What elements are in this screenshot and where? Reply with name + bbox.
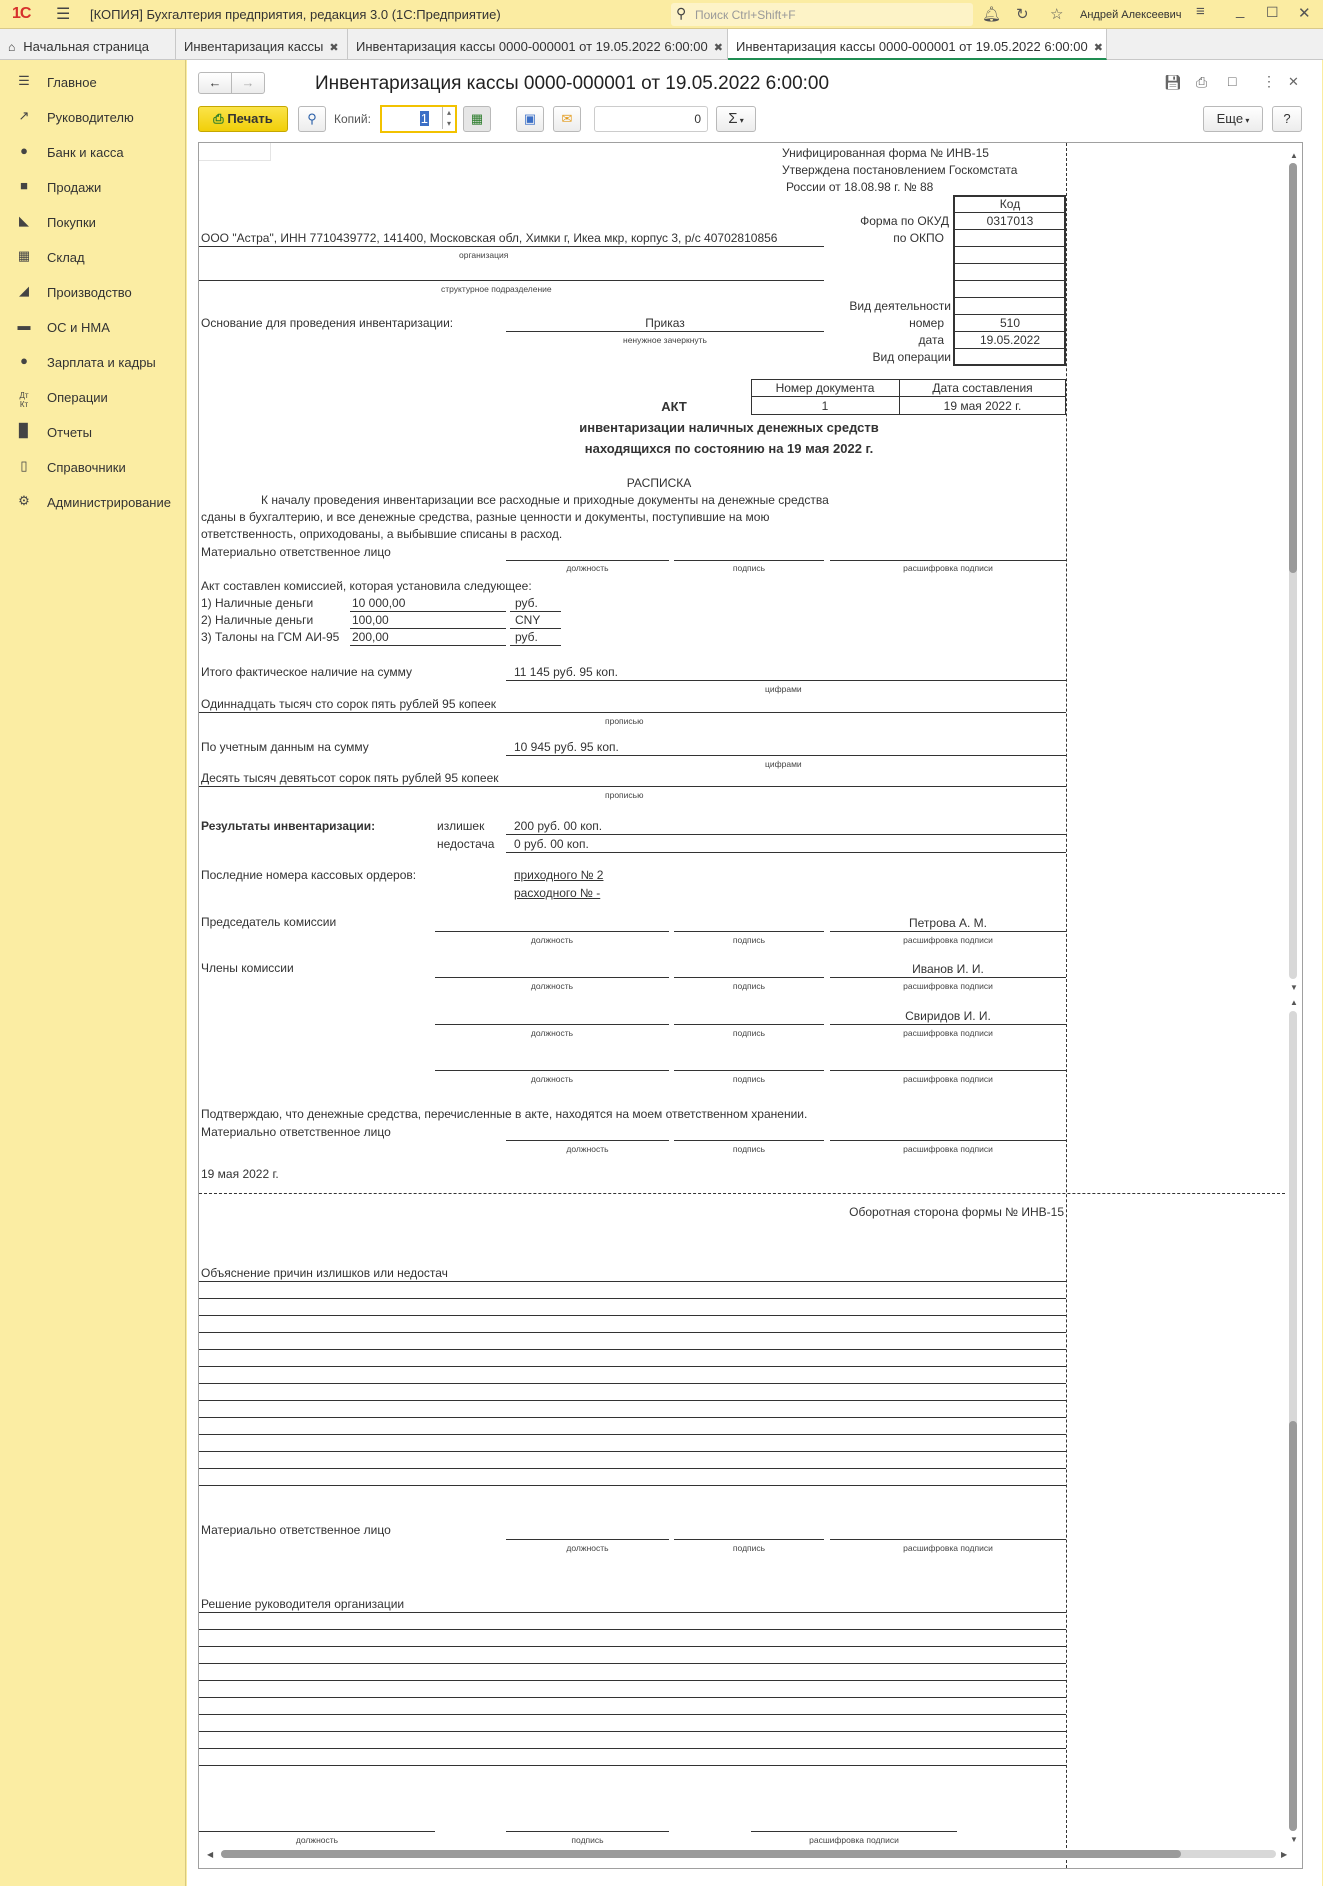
tab-inventory-list[interactable] [176, 29, 348, 60]
tab-label: Инвентаризация кассы 0000-000001 от 19.05.2022 6:00:00 [356, 39, 708, 54]
surplus-value: 200 руб. 00 коп. [514, 819, 603, 833]
shortage-value: 0 руб. 00 коп. [514, 837, 589, 851]
date-label: дата [918, 333, 944, 347]
cash-row-label: 2) Наличные деньги [201, 613, 314, 627]
caption-words: прописью [605, 790, 644, 800]
scroll-thumb[interactable] [221, 1850, 1181, 1858]
member-name: Иванов И. И. [912, 962, 984, 976]
basis-value: Приказ [645, 316, 685, 330]
sidebar-item-directories[interactable] [0, 453, 186, 483]
docnum-value: 1 [821, 399, 829, 413]
scroll-left-icon[interactable]: ◀ [207, 1850, 214, 1859]
caption-signature: подпись [732, 563, 766, 573]
sidebar-item-label: Главное [47, 75, 97, 90]
code-row-line [955, 246, 1065, 247]
underline [199, 246, 824, 247]
code-row-line [955, 348, 1065, 349]
ruble-icon: ● [20, 143, 28, 158]
spreadsheet-document[interactable] [198, 142, 1303, 1869]
underline [435, 931, 669, 932]
settings-menu-icon[interactable]: ≡ [1196, 3, 1205, 20]
close-window-icon[interactable]: ✕ [1298, 5, 1311, 22]
underline [506, 560, 669, 561]
ruled-line [199, 1468, 1066, 1469]
bar-chart-icon: ▉ [19, 423, 29, 438]
reverse-title: Оборотная сторона формы № ИНВ-15 [849, 1205, 1064, 1219]
underline [674, 1539, 824, 1540]
arrow-right-icon: → [241, 75, 255, 90]
sidebar-item-label: Руководителю [47, 110, 134, 125]
1c-logo: 1С [12, 5, 31, 22]
actual-value: 11 145 руб. 95 коп. [514, 665, 618, 679]
underline [506, 1539, 669, 1540]
underline [506, 331, 824, 332]
basis-caption: ненужное зачеркнуть [623, 335, 707, 345]
cash-row-currency: CNY [515, 613, 541, 627]
search-placeholder: Поиск Ctrl+Shift+F [695, 8, 796, 22]
cash-row-currency: руб. [515, 630, 538, 644]
copies-stepper[interactable]: ▴ ▾ [442, 107, 451, 129]
sidebar-item-label: Операции [47, 390, 108, 405]
more-vertical-icon[interactable]: ⋮ [1262, 73, 1276, 89]
help-label: ? [1283, 111, 1291, 126]
underline [510, 628, 561, 629]
members-label: Члены комиссии [201, 961, 294, 975]
actual-words: Одиннадцать тысяч сто сорок пять рублей 95 копеек [201, 697, 497, 711]
okud-value: 0317013 [986, 214, 1034, 228]
forward-button[interactable] [231, 72, 265, 94]
confirm-text: Подтверждаю, что денежные средства, перечисленные в акте, находятся на моем ответственном хранении. [201, 1107, 808, 1121]
global-search-input[interactable] [671, 3, 973, 26]
act-subtitle-2: находящихся по состоянию на 19 мая 2022 г. [584, 441, 874, 456]
operation-label: Вид операции [872, 350, 951, 364]
sidebar-item-label: Продажи [47, 180, 102, 195]
caption-position: должность [530, 1028, 574, 1038]
underline [506, 834, 1066, 835]
code-row-line [955, 263, 1065, 264]
search-icon: ⚲ [676, 5, 687, 21]
scroll-up-icon[interactable]: ▲ [1290, 151, 1298, 160]
caption-decoding: расшифровка подписи [903, 981, 993, 991]
orders-label: Последние номера кассовых ордеров: [201, 868, 417, 882]
arrow-left-icon: ← [208, 75, 222, 90]
cash-row-amount: 100,00 [352, 613, 389, 627]
book-value: 10 945 руб. 95 коп. [514, 740, 619, 754]
act-title: АКТ [661, 399, 687, 414]
tab-bar [0, 29, 1323, 60]
copies-input[interactable] [380, 105, 457, 133]
sidebar-item-production[interactable] [0, 278, 186, 308]
ruled-line [199, 1765, 1066, 1766]
chevron-down-icon: ▾ [737, 116, 744, 125]
scroll-down-icon[interactable]: ▼ [1290, 1835, 1298, 1844]
factory-icon: ◢ [19, 283, 29, 298]
bag-icon: ■ [20, 178, 28, 193]
underline [506, 852, 1066, 853]
underline [199, 712, 1066, 713]
cash-row-amount: 200,00 [352, 630, 389, 644]
title-bar [0, 0, 1323, 29]
scroll-thumb[interactable] [1289, 163, 1297, 573]
star-icon[interactable]: ☆ [1050, 6, 1064, 23]
copies-label: Копий: [334, 112, 371, 126]
docdate-header: Дата составления [932, 381, 1033, 395]
horizontal-scrollbar[interactable] [221, 1850, 1276, 1858]
table-line [751, 396, 1066, 397]
print-icon[interactable]: ⎙ [1196, 74, 1208, 90]
approved-text: Утверждена постановлением Госкомстата [782, 163, 1018, 177]
ruled-line [199, 1417, 1066, 1418]
sum-value: 0 [694, 112, 701, 126]
scroll-up-icon[interactable]: ▲ [1290, 998, 1298, 1007]
book-words: Десять тысяч девятьсот сорок пять рублей 95 копеек [201, 771, 499, 785]
cell-corner [199, 143, 271, 161]
underline [830, 1140, 1066, 1141]
caption-position: должность [530, 981, 574, 991]
printer-icon: ⎙ [213, 111, 224, 126]
caption-decoding: расшифровка подписи [903, 935, 993, 945]
caption-words: прописью [605, 716, 644, 726]
underline [751, 1831, 957, 1832]
ruled-line [199, 1332, 1066, 1333]
caption-signature: подпись [732, 1028, 766, 1038]
caption-decoding: расшифровка подписи [903, 1543, 993, 1553]
chairman-name: Петрова А. М. [909, 916, 987, 930]
sidebar-item-manager[interactable] [0, 103, 186, 133]
underline [435, 977, 669, 978]
order-date-value: 19.05.2022 [979, 333, 1041, 347]
table-edit-icon: ▦ [470, 111, 484, 126]
receipt-text: К началу проведения инвентаризации все расходные и приходные документы на денежные средства [261, 493, 829, 507]
ruled-line [199, 1298, 1066, 1299]
close-tab-icon[interactable]: ✖ [329, 42, 339, 54]
sidebar-item-sales[interactable] [0, 173, 186, 203]
caption-position: должность [566, 563, 609, 573]
gear-icon: ⚙ [18, 493, 30, 508]
caption-signature: подпись [732, 935, 766, 945]
sidebar-item-operations[interactable] [0, 383, 186, 413]
close-tab-icon[interactable]: ✖ [713, 42, 723, 54]
sidebar-item-label: Банк и касса [47, 145, 124, 160]
menu-icon: ☰ [18, 73, 30, 88]
underline [199, 280, 824, 281]
warehouse-icon: ▦ [17, 248, 31, 263]
tab-home[interactable] [0, 29, 176, 60]
tab-label: Начальная страница [23, 39, 150, 54]
ruled-line [199, 1366, 1066, 1367]
underline [506, 755, 1066, 756]
caption-decoding: расшифровка подписи [903, 563, 993, 573]
code-header: Код [999, 197, 1021, 211]
mol-label: Материально ответственное лицо [201, 1523, 391, 1537]
more-button[interactable] [1203, 106, 1263, 132]
underline [350, 611, 506, 612]
email-button[interactable] [553, 106, 581, 132]
sidebar [0, 60, 186, 1886]
docdate-value: 19 мая 2022 г. [943, 399, 1022, 413]
tab-inventory-print[interactable] [728, 29, 1107, 60]
home-icon: ⌂ [8, 40, 16, 54]
trend-icon: ↗ [18, 108, 30, 123]
caption-decoding: расшифровка подписи [903, 1028, 993, 1038]
page-break [199, 1193, 1285, 1194]
floppy-icon: ▣ [523, 111, 537, 126]
underline [674, 931, 824, 932]
unified-form-text: Унифицированная форма № ИНВ-15 [782, 146, 989, 160]
sidebar-item-label: ОС и НМА [47, 320, 110, 335]
more-label: Еще [1216, 111, 1244, 126]
code-row-line [955, 331, 1065, 332]
sidebar-item-reports[interactable] [0, 418, 186, 448]
underline [435, 1024, 669, 1025]
books-icon: ▯ [20, 458, 28, 473]
underline [830, 560, 1066, 561]
code-row-line [955, 229, 1065, 230]
ruled-line [199, 1451, 1066, 1452]
mol-label: Материально ответственное лицо [201, 1125, 391, 1139]
code-row-line [955, 314, 1065, 315]
sum-field[interactable] [594, 106, 708, 132]
save-button[interactable] [516, 106, 544, 132]
underline [510, 645, 561, 646]
code-row-line [955, 297, 1065, 298]
caption-decoding: расшифровка подписи [903, 1144, 993, 1154]
subdivision-caption: структурное подразделение [441, 284, 552, 294]
organization-caption: организация [459, 250, 509, 260]
sidebar-item-label: Зарплата и кадры [47, 355, 156, 370]
sidebar-item-main[interactable] [0, 68, 186, 98]
minimize-icon[interactable]: _ [1236, 2, 1245, 19]
close-form-icon[interactable]: ✕ [1288, 74, 1299, 89]
vertical-scrollbar-top[interactable] [1289, 163, 1297, 979]
order-in: приходного № 2 [514, 868, 604, 882]
basis-label: Основание для проведения инвентаризации: [201, 316, 454, 330]
ruled-line [199, 1646, 1066, 1647]
member-name: Свиридов И. И. [905, 1009, 991, 1023]
caption-signature: подпись [732, 1543, 766, 1553]
ruled-line [199, 1629, 1066, 1630]
underline [199, 1831, 435, 1832]
code-row-line [955, 280, 1065, 281]
page-title: Инвентаризация кассы 0000-000001 от 19.05.2022 6:00:00 [315, 73, 830, 94]
page-boundary [1066, 143, 1067, 1868]
receipt-text: сданы в бухгалтерию, и все денежные средства, разные ценности и документы, поступившие на мою [201, 510, 770, 524]
scroll-right-icon[interactable]: ▶ [1281, 1850, 1288, 1859]
underline [674, 977, 824, 978]
receipt-title: РАСПИСКА [626, 476, 692, 490]
caption-digits: цифрами [765, 684, 802, 694]
sidebar-item-bank[interactable] [0, 138, 186, 168]
envelope-icon: ✉ [561, 111, 573, 126]
actual-label: Итого фактическое наличие на сумму [201, 665, 413, 679]
ruled-line [199, 1349, 1066, 1350]
cart-icon: ◣ [19, 213, 29, 228]
user-name[interactable]: Андрей Алексеевич [1080, 9, 1182, 21]
chevron-down-icon: ▾ [1243, 116, 1250, 125]
close-tab-icon[interactable]: ✖ [1093, 42, 1103, 54]
cash-row-amount: 10 000,00 [352, 596, 406, 610]
caption-signature: подпись [732, 1074, 766, 1084]
preview-button[interactable] [298, 106, 326, 132]
tab-label: Инвентаризация кассы 0000-000001 от 19.05.2022 6:00:00 [736, 39, 1088, 54]
underline [674, 1140, 824, 1141]
underline [350, 645, 506, 646]
underline [506, 680, 1066, 681]
chairman-label: Председатель комиссии [201, 915, 337, 929]
ruled-line [199, 1748, 1066, 1749]
caption-decoding: расшифровка подписи [903, 1074, 993, 1084]
caption-decoding: расшифровка подписи [809, 1835, 899, 1845]
caption-position: должность [295, 1835, 339, 1845]
underline [830, 1539, 1066, 1540]
caption-position: должность [530, 935, 574, 945]
underline [830, 977, 1066, 978]
commission-intro: Акт составлен комиссией, которая установила следующее: [201, 579, 532, 593]
copies-value: 1 [420, 111, 428, 126]
ruled-line [199, 1434, 1066, 1435]
underline [674, 1070, 824, 1071]
caption-signature: подпись [732, 981, 766, 991]
sum-mode-button[interactable] [716, 106, 756, 132]
sidebar-item-label: Производство [47, 285, 132, 300]
underline [506, 1140, 669, 1141]
ruled-line [199, 1663, 1066, 1664]
underline [830, 1070, 1066, 1071]
underline [510, 611, 561, 612]
sidebar-item-label: Администрирование [47, 495, 171, 510]
date-footer: 19 мая 2022 г. [201, 1167, 279, 1181]
book-label: По учетным данным на сумму [201, 740, 369, 754]
back-button[interactable] [198, 72, 232, 94]
sidebar-item-warehouse[interactable] [0, 243, 186, 273]
underline [435, 1070, 669, 1071]
okud-label: Форма по ОКУД [860, 214, 949, 228]
save-icon[interactable]: 💾︎ [1164, 74, 1182, 90]
sigma-icon: Σ [728, 110, 738, 127]
cash-row-currency: руб. [515, 596, 538, 610]
cash-row-label: 1) Наличные деньги [201, 596, 314, 610]
caption-digits: цифрами [765, 759, 802, 769]
ruled-line [199, 1714, 1066, 1715]
history-icon[interactable]: ↻ [1016, 6, 1029, 23]
bell-icon[interactable]: 🔔︎ [982, 6, 1002, 23]
tab-inventory-doc[interactable] [348, 29, 728, 60]
activity-label: Вид деятельности [849, 299, 951, 313]
maximize-icon[interactable]: ☐ [1266, 4, 1279, 20]
surplus-label: излишек [437, 819, 485, 833]
caption-position: должность [566, 1144, 609, 1154]
ruled-line [199, 1697, 1066, 1698]
sidebar-item-label: Справочники [47, 460, 126, 475]
print-button[interactable] [198, 106, 288, 132]
tab-label: Инвентаризация кассы [184, 39, 324, 54]
code-row-line [955, 212, 1065, 213]
print-label: Печать [227, 111, 273, 126]
sidebar-item-label: Отчеты [47, 425, 92, 440]
magnifier-doc-icon: ⚲ [307, 111, 317, 126]
vertical-scrollbar-bottom[interactable] [1289, 1011, 1297, 1831]
sidebar-item-salary[interactable] [0, 348, 186, 378]
underline [830, 931, 1066, 932]
order-out: расходного № - [514, 886, 601, 900]
okpo-label: по ОКПО [893, 231, 944, 245]
receipt-text: ответственность, оприходованы, а выбывшие списаны в расход. [201, 527, 563, 541]
ruled-line [199, 1383, 1066, 1384]
ruled-line [199, 1680, 1066, 1681]
underline [830, 1024, 1066, 1025]
scroll-thumb[interactable] [1289, 1421, 1297, 1831]
sidebar-item-label: Склад [47, 250, 85, 265]
dt-kt-icon: Дт Кт [19, 391, 29, 409]
underline [506, 1831, 669, 1832]
mol-label: Материально ответственное лицо [201, 545, 391, 559]
shortage-label: недостача [437, 837, 495, 851]
order-number-value: 510 [999, 316, 1021, 330]
explain-label: Объяснение причин излишков или недостач [201, 1266, 448, 1280]
caption-signature: подпись [571, 1835, 604, 1845]
ruled-line [199, 1400, 1066, 1401]
number-label: номер [909, 316, 944, 330]
sidebar-item-assets[interactable] [0, 313, 186, 343]
organization-value: ООО "Астра", ИНН 7710439772, 141400, Московская обл, Химки г, Икеа мкр, корпус 3, р/с 40702810856 [201, 231, 778, 245]
truck-icon: ▬ [17, 318, 31, 333]
underline [674, 1024, 824, 1025]
window-title: [КОПИЯ] Бухгалтерия предприятия, редакция 3.0 (1С:Предприятие) [90, 7, 501, 22]
underline [350, 628, 506, 629]
scroll-down-icon[interactable]: ▼ [1290, 983, 1298, 992]
form-content [187, 60, 1322, 1886]
hamburger-menu-icon[interactable]: ☰ [56, 6, 71, 23]
decision-label: Решение руководителя организации [201, 1597, 405, 1611]
sidebar-item-admin[interactable] [0, 488, 186, 518]
sidebar-item-purchases[interactable] [0, 208, 186, 238]
ruled-line [199, 1612, 1066, 1613]
caption-position: должность [530, 1074, 574, 1084]
sidebar-item-label: Покупки [47, 215, 96, 230]
docnum-header: Номер документа [775, 381, 875, 395]
underline [674, 560, 824, 561]
underline [199, 786, 1066, 787]
results-label: Результаты инвентаризации: [201, 819, 376, 833]
preview-icon[interactable]: □ [1228, 73, 1237, 89]
act-subtitle-1: инвентаризации наличных денежных средств [579, 420, 879, 435]
caption-signature: подпись [732, 1144, 766, 1154]
edit-button[interactable] [463, 106, 491, 132]
person-icon: ● [20, 353, 28, 368]
caption-position: должность [566, 1543, 609, 1553]
ruled-line [199, 1485, 1066, 1486]
help-button[interactable] [1272, 106, 1302, 132]
ruled-line [199, 1731, 1066, 1732]
ruled-line [199, 1281, 1066, 1282]
ruled-line [199, 1315, 1066, 1316]
cash-row-label: 3) Талоны на ГСМ АИ-95 [201, 630, 340, 644]
russia-text: России от 18.08.98 г. № 88 [786, 180, 934, 194]
